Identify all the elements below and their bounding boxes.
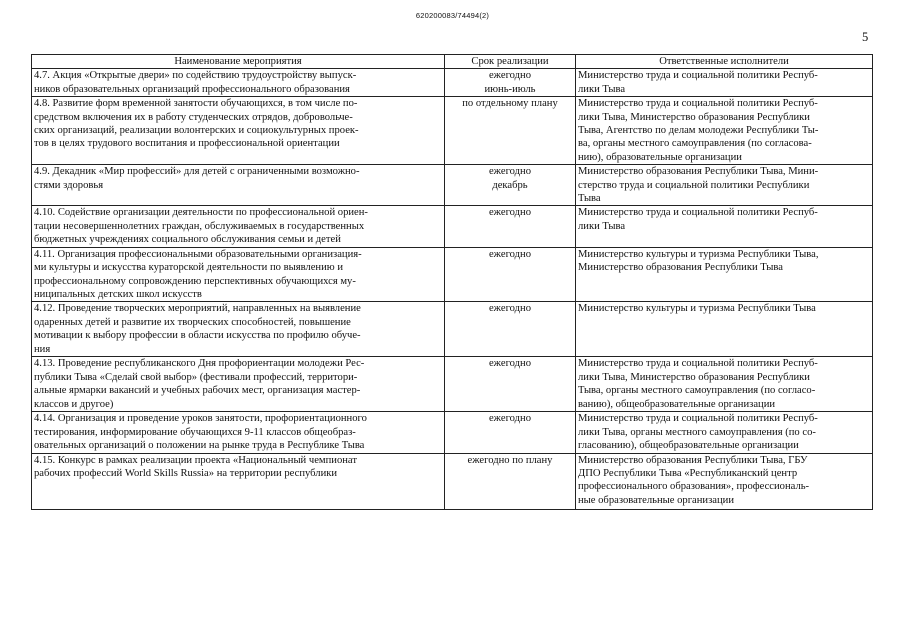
cell-executors <box>576 247 873 302</box>
cell-term <box>445 206 576 247</box>
cell-event <box>32 412 445 453</box>
cell-event-line: овательных организаций о положении на рынке труда в Республике Тыва <box>34 440 365 452</box>
cell-event-line: 4.8. Развитие форм временной занятости обучающихся, в том числе по- <box>34 98 358 110</box>
cell-event-line: публики Тыва «Сделай свой выбор» (фестивали профессий, территори- <box>34 371 358 383</box>
cell-event-line: 4.11. Организация профессиональными образовательными организация- <box>34 248 362 260</box>
cell-term-line: июнь-июль <box>484 83 536 95</box>
cell-event-line: средством включения их в работу студенческих отрядов, добровольче- <box>34 111 353 123</box>
cell-executors-line: стерство труда и социальной политики Республики <box>578 179 810 191</box>
table-row <box>32 453 873 509</box>
cell-executors-line: Министерство труда и социальной политики Респуб- <box>578 413 818 425</box>
table-row <box>32 165 873 206</box>
cell-event-line: классов и другое) <box>34 398 114 410</box>
header-term: Срок реализации <box>445 55 576 69</box>
cell-executors-line: ДПО Республики Тыва «Республиканский центр <box>578 467 798 479</box>
cell-executors-line: профессионального образования», профессиональ- <box>578 481 810 493</box>
cell-term <box>445 97 576 165</box>
cell-event-line: 4.15. Конкурс в рамках реализации проекта «Национальный чемпионат <box>34 454 357 466</box>
table-body <box>32 69 873 509</box>
cell-term-line: ежегодно по плану <box>467 454 553 466</box>
table-row <box>32 302 873 357</box>
cell-executors-line: Министерство труда и социальной политики Респуб- <box>578 207 818 219</box>
cell-executors-line: Министерство образования Республики Тыва <box>578 262 783 274</box>
cell-event-line: 4.7. Акция «Открытые двери» по содействию трудоустройству выпуск- <box>34 70 357 82</box>
cell-executors-line: лики Тыва <box>578 220 626 232</box>
cell-executors <box>576 412 873 453</box>
cell-event-line: одаренных детей и развитие их творческих способностей, повышение <box>34 316 351 328</box>
measures-table <box>31 54 873 510</box>
cell-executors-line: Министерство образования Республики Тыва, Мини- <box>578 166 819 178</box>
cell-term-line: ежегодно <box>488 248 531 260</box>
cell-executors-line: Министерство труда и социальной политики Респуб- <box>578 70 818 82</box>
table-row <box>32 357 873 412</box>
cell-event <box>32 453 445 509</box>
cell-event <box>32 357 445 412</box>
header-event: Наименование мероприятия <box>32 55 445 69</box>
cell-event <box>32 165 445 206</box>
cell-term-line: ежегодно <box>488 207 531 219</box>
cell-term-line: декабрь <box>492 179 528 191</box>
table-row <box>32 412 873 453</box>
cell-event-line: тов в целях трудового воспитания и профессиональной ориентации <box>34 138 340 150</box>
cell-term-line: ежегодно <box>488 70 531 82</box>
cell-event-line: рабочих профессий World Skills Russia» на территории республики <box>34 467 338 479</box>
cell-executors-line: Министерство образования Республики Тыва, ГБУ <box>578 454 808 466</box>
cell-executors <box>576 453 873 509</box>
cell-executors <box>576 357 873 412</box>
cell-executors <box>576 302 873 357</box>
cell-executors-line: ванию), общеобразовательные организации <box>578 398 776 410</box>
document-id: 620200083/74494(2) <box>415 11 490 20</box>
cell-executors <box>576 97 873 165</box>
cell-executors-line: лики Тыва, Министерство образования Республики <box>578 371 810 383</box>
cell-executors <box>576 206 873 247</box>
cell-event <box>32 69 445 97</box>
cell-executors-line: лики Тыва, органы местного самоуправления (по со- <box>578 426 816 438</box>
cell-executors-line: Тыва <box>578 193 601 205</box>
cell-event-line: тации несовершеннолетних граждан, обслуживаемых в государственных <box>34 220 365 232</box>
cell-term-line: ежегодно <box>488 303 531 315</box>
cell-event-line: 4.10. Содействие организации деятельности по профессиональной ориен- <box>34 207 368 219</box>
cell-executors-line: Министерство труда и социальной политики Респуб- <box>578 98 818 110</box>
cell-event-line: тестирования, информирование обучающихся 9-11 классов общеобраз- <box>34 426 356 438</box>
cell-executors-line: нию), образовательные организации <box>578 151 742 163</box>
cell-event-line: профессиональному сопровождению перспективных обучающихся му- <box>34 275 356 287</box>
cell-event <box>32 206 445 247</box>
cell-event-line: альные ярмарки вакансий и учебных рабочих мест, организация мастер- <box>34 385 361 397</box>
cell-event-line: 4.12. Проведение творческих мероприятий, направленных на выявление <box>34 303 361 315</box>
cell-executors-line: гласованию), общеобразовательные организации <box>578 440 799 452</box>
cell-term <box>445 69 576 97</box>
cell-term <box>445 453 576 509</box>
cell-term-line: ежегодно <box>488 413 531 425</box>
table-row <box>32 247 873 302</box>
cell-event-line: ниципальных детских школ искусств <box>34 288 202 300</box>
cell-event-line: ников образовательных организаций профессионального образования <box>34 83 350 95</box>
cell-event-line: стями здоровья <box>34 179 104 191</box>
cell-term <box>445 302 576 357</box>
cell-executors-line: ва, органы местного самоуправления (по согласова- <box>578 138 812 150</box>
cell-event <box>32 302 445 357</box>
cell-term <box>445 165 576 206</box>
cell-executors <box>576 69 873 97</box>
cell-executors-line: лики Тыва, Министерство образования Республики <box>578 111 810 123</box>
cell-event-line: бюджетных учреждениях социального обслуживания семьи и детей <box>34 234 341 246</box>
cell-event-line: 4.13. Проведение республиканского Дня профориентации молодежи Рес- <box>34 358 365 370</box>
cell-executors-line: Министерство культуры и туризма Республики Тыва, <box>578 248 819 260</box>
table-row <box>32 206 873 247</box>
cell-executors-line: Министерство труда и социальной политики Респуб- <box>578 358 818 370</box>
cell-executors-line: Министерство культуры и туризма Республики Тыва <box>578 303 816 315</box>
cell-term <box>445 412 576 453</box>
page-number: 5 <box>862 30 869 44</box>
cell-executors-line: Тыва, Агентство по делам молодежи Республики Ты- <box>578 125 819 137</box>
cell-event <box>32 247 445 302</box>
cell-event-line: 4.14. Организация и проведение уроков занятости, профориентационного <box>34 413 367 425</box>
cell-term-line: ежегодно <box>488 358 531 370</box>
cell-executors-line: лики Тыва <box>578 83 626 95</box>
cell-event-line: ния <box>34 343 51 355</box>
cell-executors-line: ные образовательные организации <box>578 494 734 506</box>
cell-term <box>445 357 576 412</box>
cell-term-line: ежегодно <box>488 166 531 178</box>
table-row <box>32 97 873 165</box>
cell-event-line: 4.9. Декадник «Мир профессий» для детей с ограниченными возможно- <box>34 166 360 178</box>
cell-executors <box>576 165 873 206</box>
cell-term <box>445 247 576 302</box>
cell-event-line: ми культуры и искусства кураторской деятельности по выявлению и <box>34 262 343 274</box>
header-executors: Ответственные исполнители <box>576 55 873 69</box>
cell-executors-line: Тыва, органы местного самоуправления (по согласо- <box>578 385 816 397</box>
cell-event-line: ских организаций, реализации волонтерских и социокультурных проек- <box>34 125 359 137</box>
cell-event-line: мотивации к выбору профессии в области искусства по профилю обуче- <box>34 330 361 342</box>
table-row <box>32 69 873 97</box>
cell-term-line: по отдельному плану <box>462 98 558 110</box>
table-header-row <box>32 55 873 69</box>
cell-event <box>32 97 445 165</box>
